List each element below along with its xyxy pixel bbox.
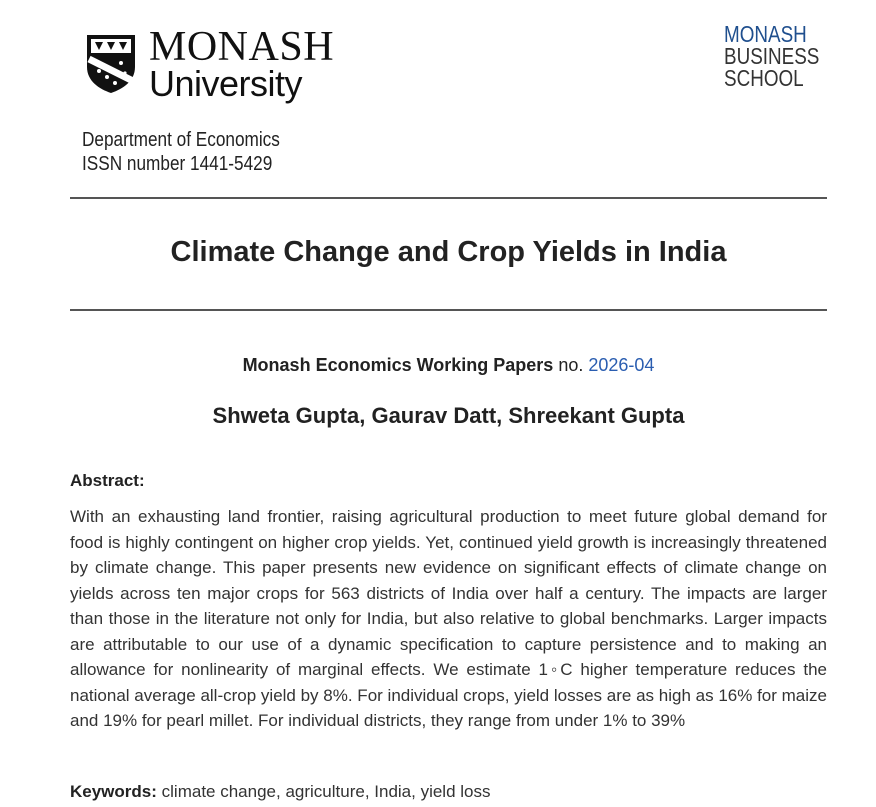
bottom-divider	[70, 309, 827, 311]
series-number-label: no.	[558, 355, 584, 375]
university-wordmark: University	[149, 63, 303, 104]
paper-title: Climate Change and Crop Yields in India	[170, 236, 727, 268]
series-name: Monash Economics Working Papers	[242, 355, 554, 375]
top-divider	[70, 197, 827, 199]
mbs-line-1: MONASH	[724, 21, 807, 47]
keywords-line	[70, 782, 491, 802]
department-name: Department of Economics	[82, 129, 280, 151]
monash-university-logo	[85, 26, 334, 102]
working-paper-series	[70, 355, 827, 376]
keywords-list: climate change, agriculture, India, yield loss	[161, 782, 491, 801]
keywords-label: Keywords:	[70, 782, 157, 801]
mbs-line-2: BUSINESS	[724, 42, 820, 69]
mbs-line-3: SCHOOL	[724, 64, 804, 91]
department-block	[82, 128, 280, 176]
paper-authors: Shweta Gupta, Gaurav Datt, Shreekant Gupta	[212, 403, 685, 428]
monash-business-school-logo	[724, 21, 840, 91]
series-number-link[interactable]: 2026-04	[588, 355, 655, 375]
abstract-text: With an exhausting land frontier, raising agricultural production to meet future global demand for food is highly contingent on higher crop yields. Yet, continued yield growth is increasingly threatened by climate change. This paper presents new evidence on significant effects of climate change on yields across ten major crops for 563 districts of India over half a century. The impacts are larger than those in the literature not only for India, but also relative to global benchmarks. Larger impacts are attributable to our use of a dynamic specification to capture persistence and to making an allowance for nonlinearity of marginal effects. We estimate 1◦C higher temperature reduces the national average all-crop yield by 8%. For individual crops, yield losses are as high as 16% for maize and 19% for pearl millet. For individual districts, they range from under 1% to 39%	[70, 507, 827, 730]
monash-crest-icon	[85, 33, 137, 95]
monash-wordmark: MONASH	[149, 24, 335, 70]
issn-number: ISSN number 1441-5429	[82, 153, 273, 175]
abstract-heading: Abstract:	[70, 471, 145, 490]
